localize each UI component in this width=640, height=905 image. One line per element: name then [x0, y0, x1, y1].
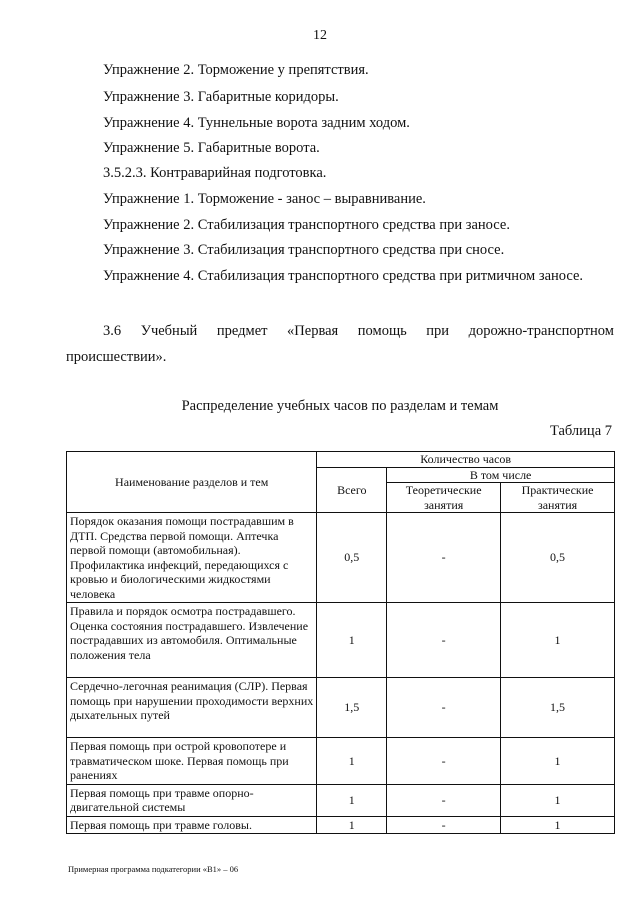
row-name: Первая помощь при острой кровопотере и травматическом шоке. Первая помощь при ранениях: [67, 738, 317, 785]
header-hours: Количество часов: [317, 452, 615, 468]
row-theory: -: [387, 738, 501, 785]
exercise-line: Упражнение 2. Торможение у препятствия.: [103, 62, 369, 78]
table-row: [67, 603, 615, 678]
table-row: [67, 513, 615, 603]
subsection-heading: 3.5.2.3. Контраварийная подготовка.: [103, 165, 327, 181]
row-total: 1: [317, 784, 387, 816]
section-word: «Первая: [287, 323, 339, 339]
page-number: 12: [313, 28, 327, 43]
table-row: [67, 816, 615, 834]
row-theory: -: [387, 603, 501, 678]
row-theory: -: [387, 678, 501, 738]
table-label: Таблица 7: [549, 423, 612, 439]
row-total: 1: [317, 738, 387, 785]
row-name: Правила и порядок осмотра пострадавшего. Оценка состояния пострадавшего. Извлечение пострадавших из автомобиля. Оптимальные положения тела: [67, 603, 317, 678]
exercise-line: Упражнение 5. Габаритные ворота.: [103, 140, 320, 156]
header-theory: Теоретические занятия: [387, 483, 501, 513]
row-practice: 1,5: [501, 678, 615, 738]
section-word: при: [426, 323, 450, 339]
section-continuation: происшествии».: [66, 349, 167, 365]
row-total: 1: [317, 603, 387, 678]
header-practice: Практические занятия: [501, 483, 615, 513]
exercise-line: Упражнение 2. Стабилизация транспортного средства при заносе.: [103, 217, 510, 233]
row-practice: 1: [501, 816, 615, 834]
header-name: Наименование разделов и тем: [67, 452, 317, 513]
exercise-line: Упражнение 4. Туннельные ворота задним ходом.: [103, 115, 410, 131]
row-practice: 1: [501, 603, 615, 678]
table-row: [67, 678, 615, 738]
table-row: [67, 738, 615, 785]
row-theory: -: [387, 816, 501, 834]
row-total: 1,5: [317, 678, 387, 738]
row-name: Первая помощь при травме головы.: [67, 816, 317, 834]
row-name: Первая помощь при травме опорно-двигательной системы: [67, 784, 317, 816]
table-caption: Распределение учебных часов по разделам и темам: [181, 398, 499, 414]
row-practice: 0,5: [501, 513, 615, 603]
row-name: Сердечно-легочная реанимация (СЛР). Первая помощь при нарушении проходимости верхних дыхательных путей: [67, 678, 317, 738]
exercise-line: Упражнение 1. Торможение - занос – выравнивание.: [103, 191, 426, 207]
exercise-line: Упражнение 4. Стабилизация транспортного средства при ритмичном заносе.: [103, 268, 584, 284]
row-theory: -: [387, 784, 501, 816]
page-footer: Примерная программа подкатегории «В1» – 06: [68, 864, 239, 874]
section-word: помощь: [357, 323, 407, 339]
row-name: Порядок оказания помощи пострадавшим в ДТП. Средства первой помощи. Аптечка первой помощи (автомобильная). Профилактика инфекций, передающихся с кровью и биологическими жидкостями человека: [67, 513, 317, 603]
row-total: 1: [317, 816, 387, 834]
row-practice: 1: [501, 738, 615, 785]
section-word: дорожно-транспортном: [468, 323, 614, 339]
section-word: Учебный: [140, 323, 198, 339]
table-row: [67, 784, 615, 816]
section-word: предмет: [216, 323, 268, 339]
section-word: 3.6: [103, 323, 122, 339]
row-total: 0,5: [317, 513, 387, 603]
exercise-line: Упражнение 3. Габаритные коридоры.: [103, 89, 339, 105]
header-total: Всего: [317, 467, 387, 513]
row-practice: 1: [501, 784, 615, 816]
row-theory: -: [387, 513, 501, 603]
section-heading: [66, 318, 614, 370]
header-including: В том числе: [387, 467, 615, 483]
hours-table: [66, 451, 615, 834]
exercise-line: Упражнение 3. Стабилизация транспортного средства при сносе.: [103, 242, 505, 258]
